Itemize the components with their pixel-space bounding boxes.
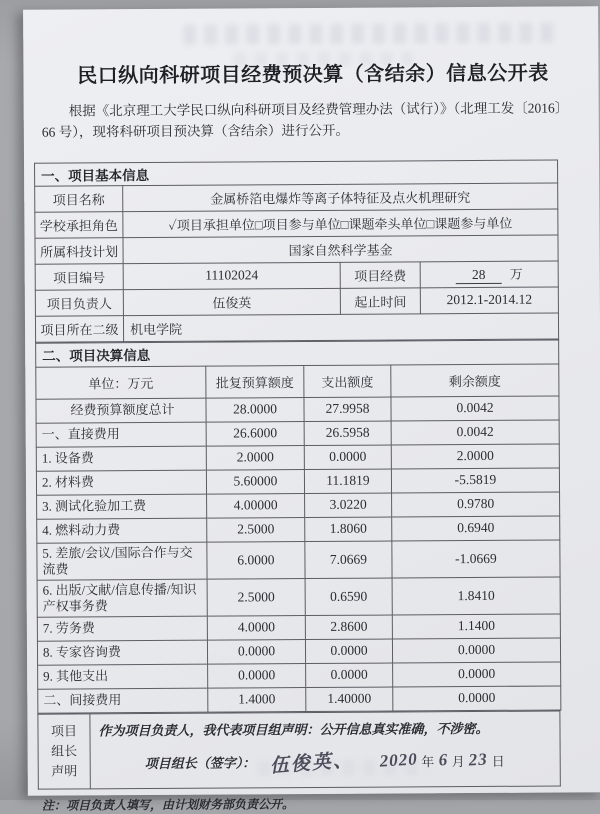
section-title: 一、项目基本信息 — [35, 160, 558, 186]
cell-approved: 0.0000 — [207, 639, 305, 664]
day-unit: 日 — [491, 753, 505, 769]
school-role-row — [35, 209, 558, 238]
date-month: 6 — [437, 750, 449, 770]
cell-remaining: 2.0000 — [391, 444, 559, 469]
cell-spent: 7.0669 — [305, 541, 392, 579]
cell-remaining: 0.9780 — [392, 492, 560, 517]
date-year: 2020 — [378, 749, 418, 771]
intro-paragraph: 根据《北京理工大学民口纵向科研项目及经费管理办法（试行）》（北理工发〔2016〕66 号），现将科研项目预决算（含结余）进行公开。 — [41, 100, 569, 140]
budget-row-testing — [37, 492, 560, 519]
project-leader-label: 项目负责人 — [35, 289, 123, 316]
row-label: 一、直接费用 — [36, 422, 206, 447]
declaration-label-line: 声明 — [51, 763, 78, 779]
handwritten-signature: 伍俊英、 — [268, 749, 355, 778]
cell-approved: 5.60000 — [206, 469, 304, 494]
department-value: 机电学院 — [123, 313, 558, 342]
cell-spent: 0.0000 — [306, 663, 393, 688]
budget-row-indirect — [38, 686, 561, 713]
school-role-checkboxes: ✓项目承担单位□项目参与单位□课题牵头单位□课题参与单位 — [123, 209, 558, 238]
row-label: 经费预算额度总计 — [36, 398, 206, 423]
handwritten-date — [379, 750, 505, 771]
project-funds-value — [420, 261, 558, 288]
declaration-statement: 作为项目负责人，我代表项目组声明：公开信息真实准确，不涉密。 — [98, 720, 489, 739]
budget-row-other — [38, 662, 561, 689]
row-label: 8. 专家咨询费 — [37, 640, 207, 665]
cell-spent: 0.0000 — [305, 639, 392, 664]
cell-spent: 26.5958 — [304, 421, 391, 446]
cell-remaining: 0.0000 — [393, 686, 561, 711]
cell-approved: 28.0000 — [206, 397, 304, 422]
budget-row-publication-ip — [37, 577, 560, 617]
cell-approved: 1.4000 — [208, 687, 306, 712]
row-label: 2. 材料费 — [36, 470, 206, 495]
department-row — [35, 313, 558, 342]
budget-row-materials — [36, 468, 559, 495]
row-label: 3. 测试化验加工费 — [37, 494, 207, 519]
program-row — [35, 235, 558, 264]
funds-unit: 万 — [509, 267, 523, 283]
declaration-content — [90, 711, 560, 789]
cell-approved: 0.0000 — [208, 663, 306, 688]
cell-remaining: 0.0000 — [393, 662, 561, 687]
cell-remaining: -5.5819 — [391, 468, 559, 493]
row-label: 7. 劳务费 — [37, 616, 207, 641]
cell-spent: 1.8060 — [305, 517, 392, 542]
row-label: 1. 设备费 — [36, 446, 206, 471]
cell-spent: 1.40000 — [306, 687, 393, 712]
signature-label: 项目组长（签字）： — [144, 755, 256, 771]
period-label: 起止时间 — [340, 288, 420, 314]
cell-remaining: 0.0000 — [392, 638, 560, 663]
cell-approved: 4.00000 — [207, 493, 305, 518]
section-header-row — [35, 160, 558, 186]
school-role-label: 学校承担角色 — [35, 212, 123, 239]
program-value: 国家自然科学基金 — [123, 235, 558, 264]
cell-approved: 26.6000 — [206, 421, 304, 446]
budget-row-total — [36, 396, 559, 423]
budget-row-equipment — [36, 444, 559, 471]
program-label: 所属科技计划 — [35, 237, 123, 264]
declaration-label-line: 项目 — [50, 723, 78, 739]
cell-spent: 0.6590 — [305, 578, 392, 616]
cell-approved: 2.5000 — [207, 517, 305, 542]
cell-approved: 2.0000 — [206, 445, 304, 470]
project-number-label: 项目编号 — [35, 263, 123, 290]
project-name-row — [35, 183, 558, 212]
year-unit: 年 — [421, 754, 435, 770]
cell-remaining: 1.1400 — [392, 614, 560, 639]
cell-remaining: 0.0042 — [391, 396, 559, 421]
budget-row-direct — [36, 420, 559, 447]
cell-spent: 11.1819 — [304, 469, 391, 494]
project-number-row — [35, 261, 558, 290]
declaration-label-line: 组长 — [51, 743, 78, 759]
budget-row-expert-consult — [37, 638, 560, 665]
declaration-row — [38, 711, 560, 789]
row-label: 5. 差旅/会议/国际合作与交流费 — [37, 542, 207, 580]
section-title: 二、项目决算信息 — [36, 340, 559, 367]
project-name-value: 金属桥箔电爆炸等离子体特征及点火机理研究 — [123, 183, 558, 212]
project-name-label: 项目名称 — [35, 186, 123, 213]
footnote: 注：项目负责人填写，由计划财务部负责公开。 — [41, 796, 294, 813]
project-number-value: 11102024 — [123, 262, 340, 289]
cell-approved: 6.0000 — [207, 541, 305, 579]
budget-header-row — [36, 364, 559, 399]
basic-info-table — [34, 159, 559, 342]
period-value: 2012.1-2014.12 — [420, 287, 558, 314]
date-day: 23 — [468, 749, 489, 770]
row-label: 4. 燃料动力费 — [37, 518, 207, 543]
col-header-spent: 支出额度 — [304, 365, 391, 398]
funds-amount: 28 — [456, 267, 502, 284]
budget-table — [35, 339, 561, 713]
declaration-label — [38, 714, 90, 789]
month-unit: 月 — [451, 753, 465, 770]
cell-approved: 2.5000 — [207, 578, 305, 616]
signature-row — [99, 746, 552, 776]
cell-spent: 2.8600 — [305, 615, 392, 640]
budget-row-fuel-power — [37, 516, 560, 543]
cell-remaining: -1.0669 — [392, 540, 560, 578]
paper-document — [23, 6, 600, 813]
project-leader-row — [35, 287, 558, 316]
cell-remaining: 1.8410 — [392, 577, 560, 615]
cell-spent: 3.0220 — [305, 493, 392, 518]
cell-remaining: 0.6940 — [392, 516, 560, 541]
cell-spent: 27.9958 — [304, 397, 391, 422]
project-funds-label: 项目经费 — [340, 262, 420, 288]
project-leader-value: 伍俊英 — [123, 288, 340, 315]
col-header-remaining: 剩余额度 — [391, 364, 559, 397]
row-label: 9. 其他支出 — [38, 664, 208, 689]
row-label: 二、间接费用 — [38, 688, 208, 713]
cell-approved: 4.0000 — [207, 615, 305, 640]
section-header-row — [36, 340, 559, 367]
cell-remaining: 0.0042 — [391, 420, 559, 445]
department-label: 项目所在二级 — [35, 315, 123, 342]
cell-spent: 0.0000 — [304, 445, 391, 470]
page-title: 民口纵向科研项目经费预决算（含结余）信息公开表 — [77, 62, 549, 88]
unit-header: 单位：万元 — [36, 366, 206, 399]
budget-row-labor — [37, 614, 560, 641]
col-header-approved: 批复预算额度 — [206, 365, 304, 398]
row-label: 6. 出版/文献/信息传播/知识产权事务费 — [37, 579, 207, 617]
budget-row-travel-conference — [37, 540, 560, 580]
declaration-box — [37, 710, 560, 789]
